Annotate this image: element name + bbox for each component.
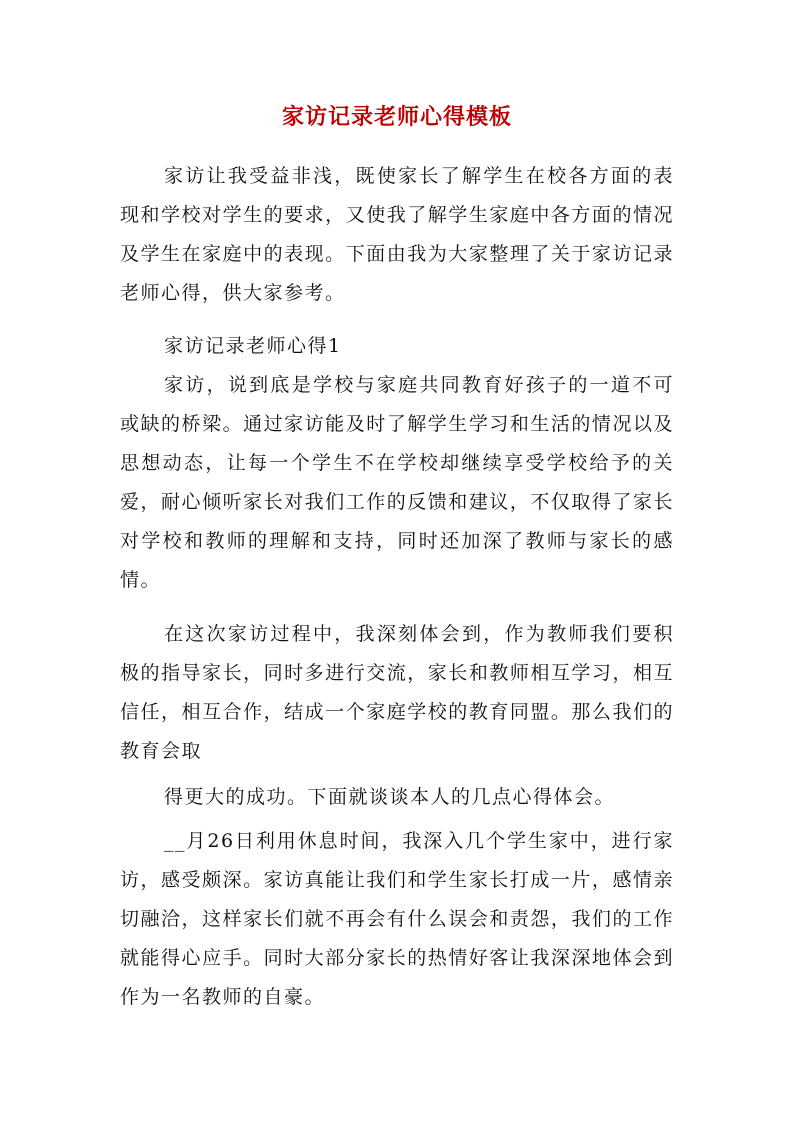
- body-paragraph-4: __月26日利用休息时间，我深入几个学生家中，进行家访，感受颇深。家访真能让我们和学生家长打成一片，感情亲切融洽，这样家长们就不再会有什么误会和责怨，我们的工作就能得心应手。同时大部分家长的热情好客让我深深地体会到作为一名教师的自豪。: [120, 830, 674, 1008]
- body-paragraph-2: 在这次家访过程中，我深刻体会到，作为教师我们要积极的指导家长，同时多进行交流，家长和教师相互学习，相互信任，相互合作，结成一个家庭学校的教育同盟。那么我们的教育会取: [120, 623, 674, 762]
- body-paragraph-1: 家访，说到底是学校与家庭共同教育好孩子的一道不可或缺的桥梁。通过家访能及时了解学生学习和生活的情况以及思想动态，让每一个学生不在学校却继续享受学校给予的关爱，耐心倾听家长对我们工作的反馈和建议，不仅取得了家长对学校和教师的理解和支持，同时还加深了教师与家长的感情。: [120, 374, 674, 591]
- body-paragraph-3: 得更大的成功。下面就谈谈本人的几点心得体会。: [164, 786, 616, 808]
- intro-paragraph: 家访让我受益非浅，既使家长了解学生在校各方面的表现和学校对学生的要求，又使我了解学生家庭中各方面的情况及学生在家庭中的表现。下面由我为大家整理了关于家访记录老师心得，供大家参考。: [120, 165, 674, 304]
- document-title: 家访记录老师心得模板: [281, 104, 512, 130]
- section-heading: 家访记录老师心得1: [164, 335, 342, 357]
